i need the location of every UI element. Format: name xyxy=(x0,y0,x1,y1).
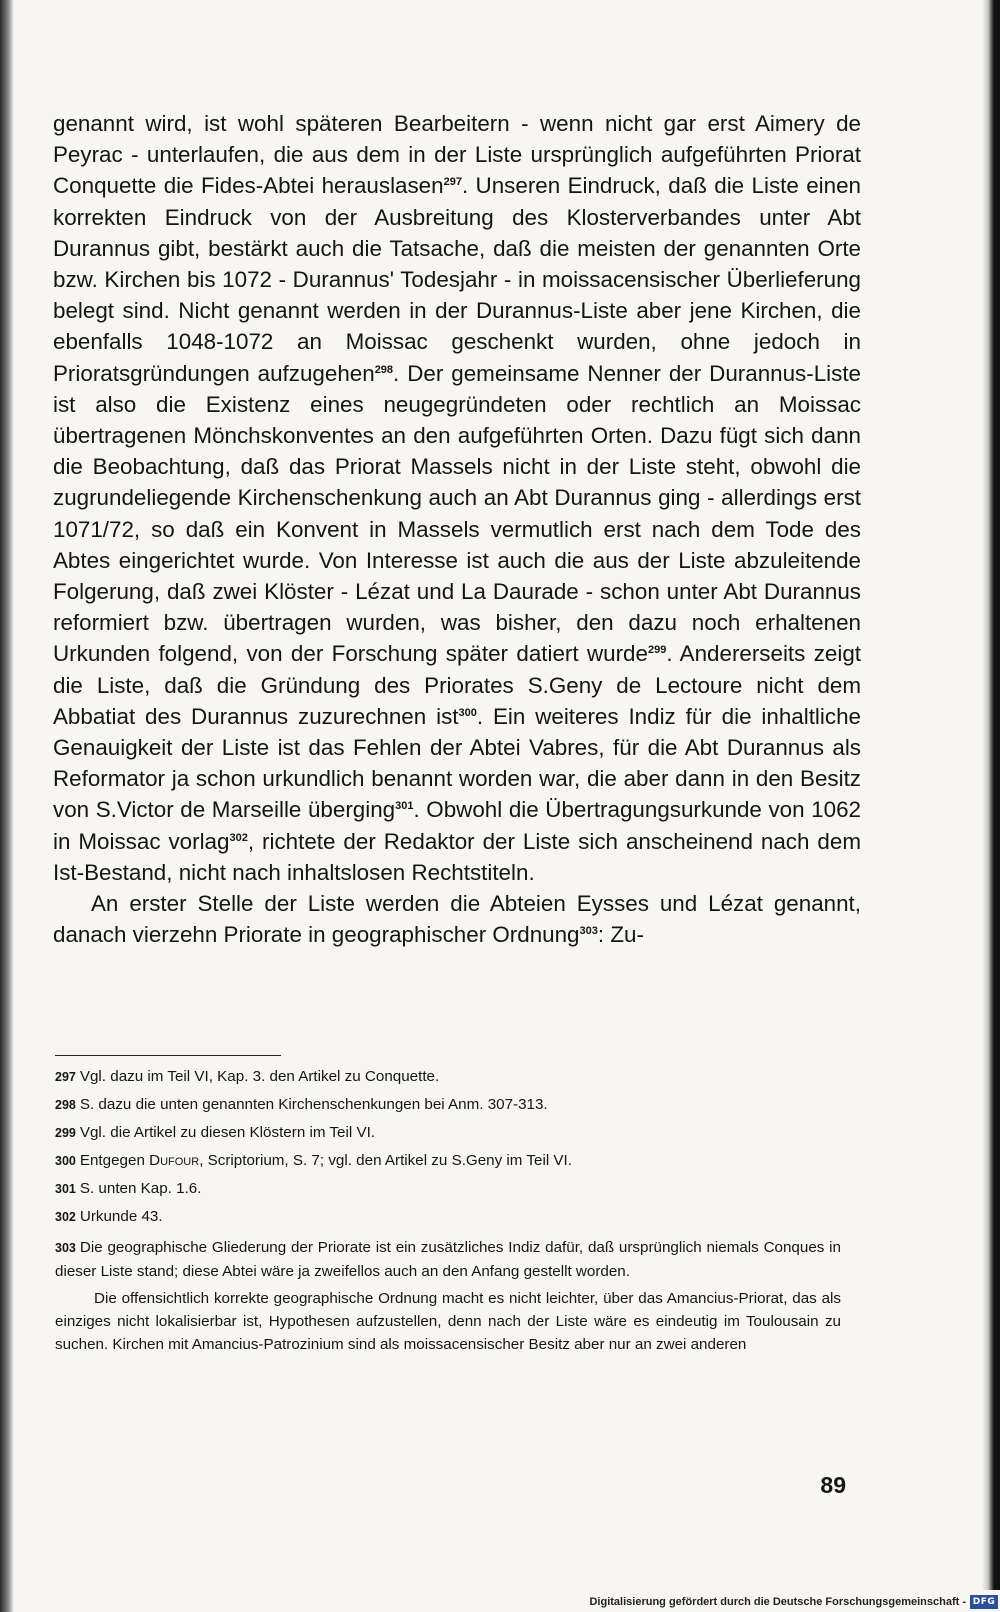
footnote-ref-297[interactable]: 297 xyxy=(443,176,462,189)
scan-right-edge xyxy=(982,0,1000,1590)
footnote-separator xyxy=(55,1055,281,1056)
footnotes xyxy=(55,1065,841,1356)
footnote-ref-303[interactable]: 303 xyxy=(579,925,598,938)
paragraph-1: genannt wird, ist wohl späteren Bearbeitern - wenn nicht gar erst Aimery de Peyrac - unterlaufen, die aus dem in der Liste ursprünglich aufgeführten Priorat Conquette die Fides-Abtei herauslasen$^{297}$. Unseren Eindruck, daß die Liste einen korrekten Eindruck von der Ausbreitung des Klosterverbandes unter Abt Durannus gibt, bestärkt auch die Tatsache, daß die meisten der genannten Orte bzw. Kirchen bis 1072 - Durannus' Todesjahr - in moissacensischer Überlieferung belegt sind. Nicht genannt werden in der Durannus-Liste aber jene Kirchen, die ebenfalls 1048-1072 an Moissac geschenkt wurden, ohne jedoch in Prioratsgründungen aufzugehen$^{298}$. Der gemeinsame Nenner der Durannus-Liste ist also die Existenz eines neugegründeten oder rechtlich an Moissac übertragenen Mönchskonventes an den aufgeführten Orten. Dazu fügt sich dann die Beobachtung, daß das Priorat Massels nicht in der Liste steht, obwohl die zugrundeliegende Kirchenschenkung auch an Abt Durannus ging - allerdings erst 1071/72, so daß ein Konvent in Massels vermutlich erst nach dem Tode des Abtes eingerichtet wurde. Von Interesse ist auch die aus der Liste abzuleitende Folgerung, daß zwei Klöster - Lézat und La Daurade - schon unter Abt Durannus reformiert bzw. übertragen wurden, was bisher, den dazu noch erhaltenen Urkunden folgend, von der Forschung später datiert wurde$^{299}$. Andererseits zeigt die Liste, daß die Gründung des Priorates S.Geny de Lectoure nicht dem Abbatiat des Durannus zuzurechnen ist$^{300}$. Ein weiteres Indiz für die inhaltliche Genauigkeit der Liste ist das Fehlen der Abtei Vabres, für die Abt Durannus als Reformator ja schon urkundlich benannt worden war, die aber dann in den Besitz von S.Victor de Marseille überging$^{301}$. Obwohl die Übertragungsurkunde von 1062 in Moissac vorlag$^{302}$, richtete der Redaktor der Liste sich anscheinend nach dem Ist-Bestand, nicht nach inhaltslosen Rechtstiteln. xyxy=(53,111,861,885)
page-number: 89 xyxy=(820,1472,846,1498)
footnote-ref-298[interactable]: 298 xyxy=(374,363,394,376)
footnote-303-continuation: Die offensichtlich korrekte geographische Ordnung macht es nicht leichter, über das Amancius-Priorat, das als einziges nicht lokalisierbar ist, Hypothesen aufzustellen, denn nach der Liste wäre es eindeutig im Toulousain zu suchen. Kirchen mit Amancius-Patrozinium sind als moissacensischer Besitz aber nur an zwei anderen xyxy=(55,1290,841,1353)
footnote-ref-301[interactable]: 301 xyxy=(395,800,414,813)
scan-left-edge xyxy=(0,0,14,1612)
footnote-298: 298 S. dazu die unten genannten Kirchenschenkungen bei Anm. 307-313. xyxy=(55,1096,548,1113)
footnote-ref-300[interactable]: 300 xyxy=(458,706,477,719)
footnote-302: 302 Urkunde 43. xyxy=(55,1208,163,1225)
footnote-301: 301 S. unten Kap. 1.6. xyxy=(55,1180,202,1197)
author-name: Dufour xyxy=(149,1152,200,1169)
footnote-ref-302[interactable]: 302 xyxy=(229,831,248,844)
footnote-299: 299 Vgl. die Artikel zu diesen Klöstern im Teil VI. xyxy=(55,1124,376,1141)
paragraph-2: An erster Stelle der Liste werden die Abteien Eysses und Lézat genannt, danach vierzehn Priorate in geographischer Ordnung$^{303}$: Zu- xyxy=(53,891,861,948)
main-text xyxy=(53,108,861,950)
footnote-303: 303 Die geographische Gliederung der Priorate ist ein zusätzliches Indiz dafür, daß ursprünglich niemals Conques in dieser Liste stand; diese Abtei wäre ja zweifellos auch an den Anfang gestellt worden. xyxy=(55,1239,841,1280)
footnote-300: 300 Entgegen Dufour, Scriptorium, S. 7; vgl. den Artikel zu S.Geny im Teil VI. xyxy=(55,1152,572,1169)
footnote-297: 297 Vgl. dazu im Teil VI, Kap. 3. den Artikel zu Conquette. xyxy=(55,1068,440,1085)
digitization-credit: Digitalisierung gefördert durch die Deutsche Forschungsgemeinschaft - xyxy=(589,1596,966,1608)
footnote-ref-299[interactable]: 299 xyxy=(647,644,667,657)
dfg-logo-icon: DFG xyxy=(970,1595,998,1609)
